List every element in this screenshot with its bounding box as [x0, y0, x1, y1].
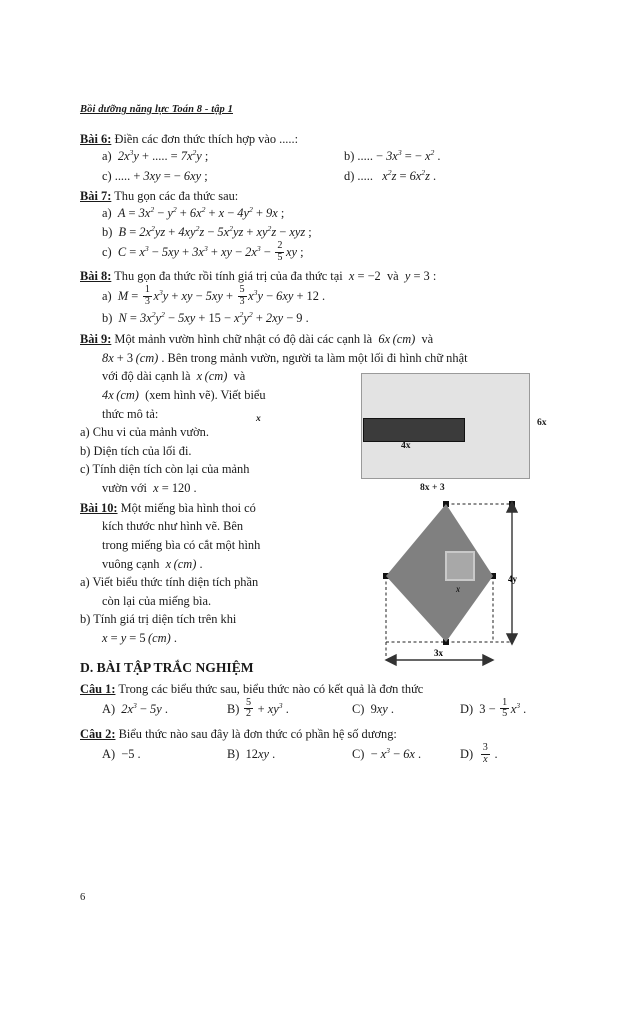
option-key: A) [102, 747, 116, 762]
fraction-five-halves: $\frac{5}{2}$ [246, 696, 252, 720]
question-cau2-option-d[interactable]: D) $\frac{3}{x}$ . [460, 741, 498, 765]
rhombus-label-width: 3x [434, 647, 443, 658]
rectangle-label-outer-width: 8x + 3 [420, 482, 445, 494]
item-text: Tính giá trị diện tích trên khi [93, 612, 237, 627]
exercise-bai8-item-a: a) M = $\frac{1}{3}$ $x^3y$ + xy − 5xy + $\frac{5}{3}$ $x^3y - 6xy + 12$ . [102, 284, 326, 307]
exercise-bai9-item-c [80, 460, 338, 479]
question-cau1-option-a[interactable]: A) $2x^3 - 5y$ . [102, 700, 168, 716]
item-key: a) [102, 289, 112, 304]
exercise-bai6-row-1 [80, 147, 558, 166]
question-cau2-label: Câu 2: [80, 726, 116, 741]
exercise-bai7 [80, 188, 558, 265]
exercise-bai6 [80, 131, 558, 186]
section-d-title: D. BÀI TẬP TRẮC NGHIỆM [80, 659, 254, 675]
exercise-bai6-item-d: d) ..... $x^2z = 6x^2z$ . [344, 167, 437, 183]
item-key: b) [102, 224, 113, 239]
item-key: b) [344, 149, 355, 164]
exercise-bai9 [80, 330, 558, 497]
item-key: a) [80, 575, 90, 590]
fraction-five-thirds: $\frac{5}{3}$ [239, 284, 245, 307]
fraction-two-fifths: $\frac{2}{5}$ [277, 240, 283, 263]
exercise-bai6-prompt [80, 131, 558, 147]
exercise-bai6-label: Bài 6: [80, 132, 112, 146]
exercise-bai10-item-b [80, 610, 342, 629]
rhombus-height-dimension [507, 502, 517, 644]
exercise-bai8-item-b: b) $N = 3x^2y^2 - 5xy + 15 - x^2y^2 + 2xy - 9$ . [102, 309, 309, 325]
rectangle-label-outer-height: 6x [537, 417, 547, 429]
exercise-bai9-line-1: Bài 9: Một mảnh vườn hình chữ nhật có độ dài các cạnh là 6x (cm) và [80, 332, 434, 347]
question-cau1-option-b[interactable]: B) $\frac{5}{2}$ + $xy^3$ . [227, 696, 289, 720]
exercise-bai6-item-c: c) ..... + 3xy = − 6xy ; [102, 168, 208, 183]
question-cau2-option-b[interactable]: B) 12xy . [227, 747, 276, 762]
exercise-bai7-item-a: a) $A = 3x^2 - y^2 + 6x^2 + x - 4y^2 + 9x$ ; [102, 205, 285, 221]
fraction-three-over-x: $\frac{3}{x}$ [482, 741, 488, 765]
question-cau2 [80, 726, 558, 767]
question-cau1-prompt [80, 681, 558, 697]
item-text: còn lại của miếng bìa. [102, 593, 212, 608]
rhombus-label-square: x [456, 583, 460, 594]
item-text: Tính diện tích còn lại của mảnh [92, 462, 250, 477]
rhombus-inner-square [446, 552, 474, 580]
exercise-bai9-item-c-cont: vườn với x = 120 . [102, 481, 197, 496]
exercise-bai10-line-1: Bài 10: Một miếng bìa hình thoi có [80, 500, 256, 515]
exercise-bai10-line-3: trong miếng bìa có cắt một hình [102, 537, 261, 552]
fraction-one-third: $\frac{1}{3}$ [144, 284, 150, 307]
rectangle-path-inner [363, 418, 465, 442]
item-text: Diện tích của lối đi. [93, 443, 192, 458]
item-key: b) [80, 443, 91, 458]
item-key: b) [102, 310, 113, 325]
option-key: D) [460, 747, 474, 762]
item-key: b) [80, 612, 91, 627]
page-number: 6 [80, 892, 86, 903]
question-cau1-options [80, 697, 558, 722]
rhombus-label-height: 4y [508, 573, 517, 584]
exercise-bai9-line-5: thức mô tả: [102, 406, 159, 421]
rectangle-label-inner-height: x [256, 413, 261, 425]
exercise-bai9-item-a [80, 423, 338, 442]
question-cau1-prompt-text: Trong các biểu thức sau, biểu thức nào có kết quả là đơn thức [118, 681, 424, 696]
exercise-bai9-line-2: 8x + 3 (cm) . Bên trong mảnh vườn, người ta làm một lối đi hình chữ nhật [102, 350, 468, 365]
option-key: B) [227, 701, 240, 716]
question-cau1-option-c[interactable]: C) 9xy . [352, 701, 394, 716]
exercise-bai6-prompt-text: Điền các đơn thức thích hợp vào .....: [114, 132, 299, 146]
item-key: c) [102, 245, 112, 260]
item-key: d) [344, 168, 355, 183]
question-cau1-label: Câu 1: [80, 681, 116, 696]
item-text: Chu vi của mảnh vườn. [92, 425, 209, 440]
question-cau2-option-c[interactable]: $C) - x^3 - 6x$ . [352, 745, 422, 762]
exercise-bai8 [80, 268, 558, 327]
rhombus-card-diagram [360, 494, 558, 670]
option-key: C) [352, 747, 365, 762]
item-key: c) [80, 462, 90, 477]
exercise-bai9-line-3: với độ dài cạnh là x (cm) và [102, 369, 246, 384]
exercise-bai9-label: Bài 9: [80, 332, 112, 347]
question-cau2-options [80, 742, 558, 767]
rhombus-shape [386, 504, 493, 642]
question-cau1 [80, 681, 558, 722]
exercise-bai6-item-b: b) ..... − $3x^3$ = − $x^2$ . [344, 148, 441, 164]
question-cau2-prompt-text: Biểu thức nào sau đây là đơn thức có phần hệ số dương: [118, 726, 397, 741]
exercise-bai10-item-b-cont: x = y = 5 (cm) . [102, 630, 177, 645]
item-key: a) [102, 206, 112, 221]
option-key: B) [227, 747, 240, 762]
document-body [80, 104, 558, 768]
exercise-bai7-prompt-text: Thu gọn các đa thức sau: [114, 188, 239, 203]
exercise-bai8-prompt: Bài 8: Thu gọn đa thức rồi tính giá trị của đa thức tại x = −2 và y = 3 : [80, 268, 437, 283]
exercise-bai10 [80, 499, 558, 658]
item-key: a) [80, 425, 90, 440]
option-key: D) [460, 701, 474, 716]
running-header: Bồi dưỡng năng lực Toán 8 - tập 1 [80, 104, 233, 115]
exercise-bai7-item-c: c) $C = x^3 - 5xy + 3x^3$ + xy − $2x^3$ − $\frac{2}{5}$ xy ; [102, 240, 304, 263]
exercise-bai6-row-2 [80, 167, 558, 186]
exercise-bai7-item-b: b) $B = 2x^2yz + 4xy^2z - 5x^2yz + xy^2z$ − xyz ; [102, 223, 312, 239]
exercise-bai7-prompt [80, 188, 558, 204]
exercise-bai10-line-2: kích thước như hình vẽ. Bên [102, 519, 244, 534]
exercise-bai9-item-b [80, 442, 338, 461]
exercise-bai8-label: Bài 8: [80, 268, 112, 283]
option-key: A) [102, 701, 116, 716]
item-key: a) [102, 149, 112, 164]
exercise-bai10-label: Bài 10: [80, 500, 118, 515]
exercise-bai6-item-a: a) $2x^3y$ + ..... = $7x^2y$ ; [102, 148, 209, 164]
question-cau1-option-d[interactable]: D) 3 − $\frac{1}{5}$ $x^3$ . [460, 696, 527, 720]
fraction-one-fifth: $\frac{1}{5}$ [502, 696, 508, 720]
item-text: Viết biểu thức tính diện tích phần [92, 575, 259, 590]
exercise-bai10-line-4: vuông cạnh x (cm) . [102, 556, 203, 571]
question-cau2-prompt [80, 726, 558, 742]
exercise-bai7-label: Bài 7: [80, 188, 112, 203]
rectangle-label-inner-width: 4x [401, 440, 411, 452]
exercise-bai10-item-a [80, 573, 342, 592]
question-cau2-option-a[interactable]: A) −5 . [102, 747, 141, 762]
item-key: c) [102, 168, 112, 183]
exercise-bai9-line-4: 4x (cm) (xem hình vẽ). Viết biểu [102, 388, 266, 403]
option-key: C) [352, 701, 365, 716]
exercise-bai10-item-a-cont [80, 592, 364, 611]
rectangle-garden-diagram [361, 373, 530, 479]
